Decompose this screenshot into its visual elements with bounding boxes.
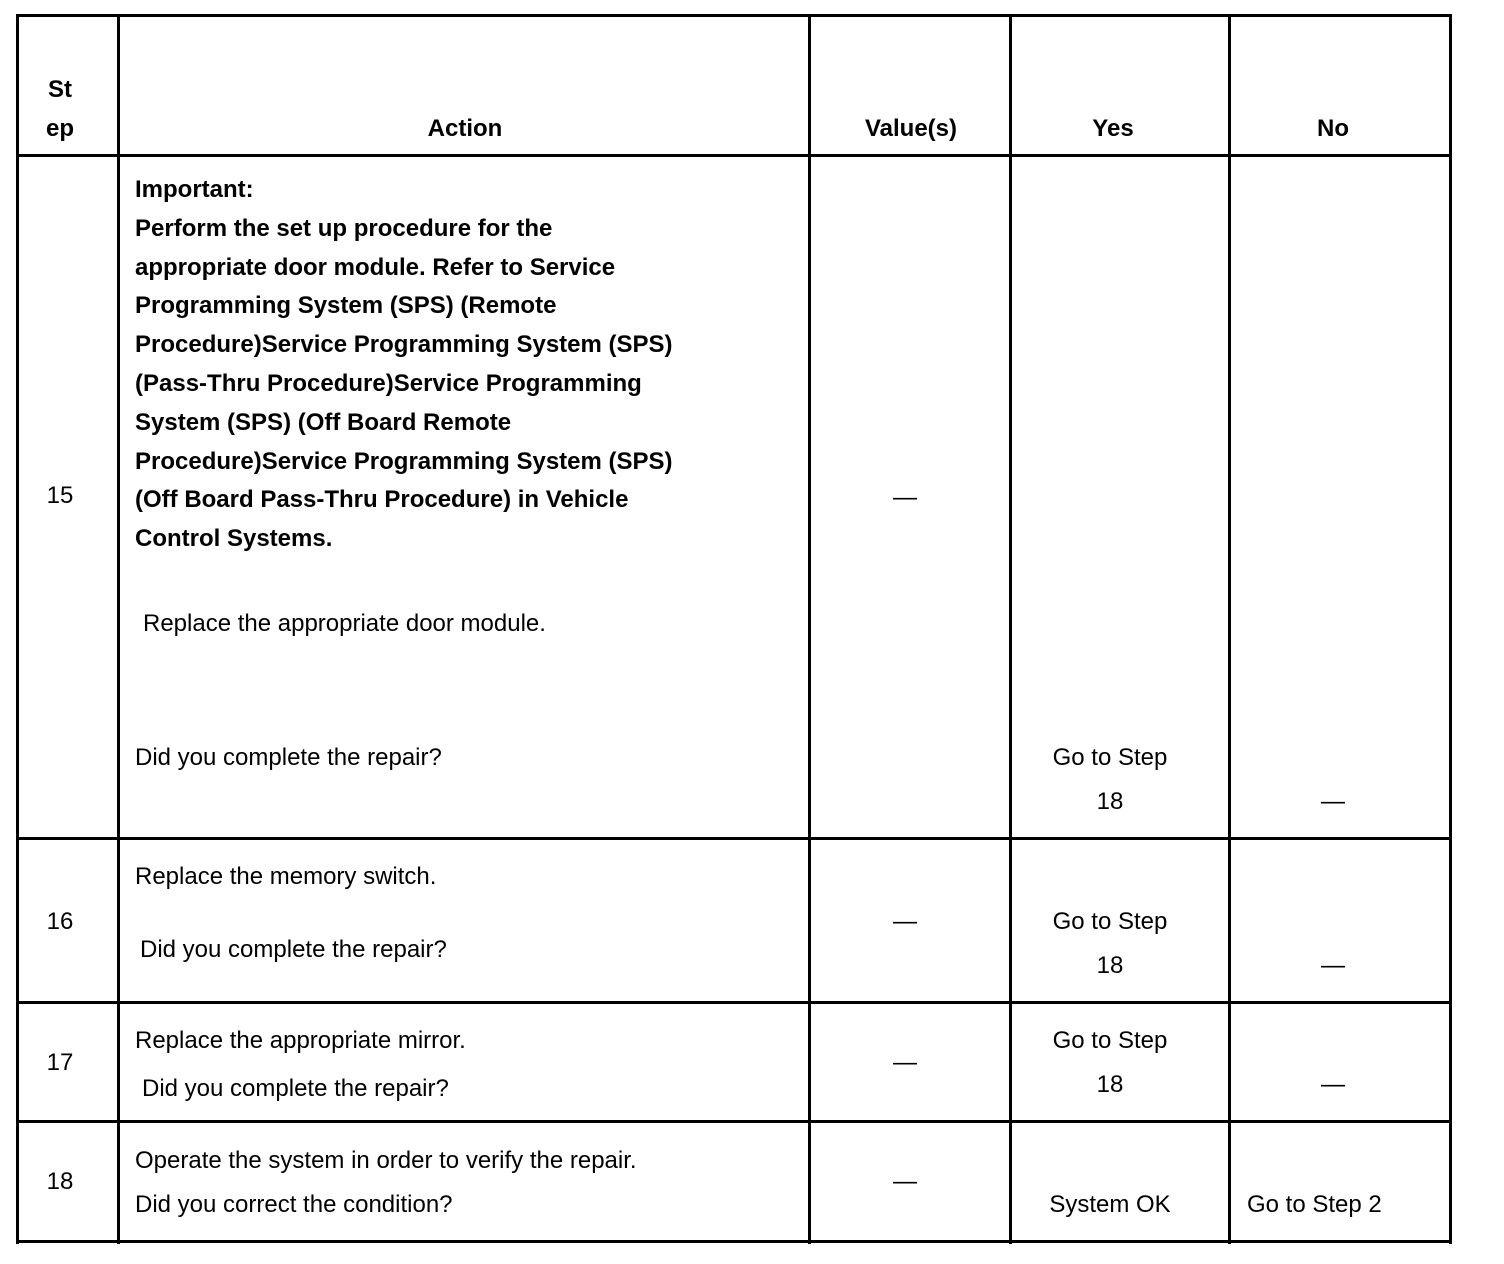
important-line: Procedure)Service Programming System (SPS) <box>135 447 673 475</box>
yes-15-line2: 18 <box>1096 788 1124 815</box>
no-17: — <box>1321 1071 1345 1098</box>
question-15: Did you complete the repair? <box>135 744 442 771</box>
no-16: — <box>1321 952 1345 979</box>
question-16: Did you complete the repair? <box>140 936 447 963</box>
important-line: Procedure)Service Programming System (SPS) <box>135 331 673 359</box>
step-number-16: 16 <box>46 908 74 935</box>
no-15: — <box>1321 788 1345 815</box>
important-line: System (SPS) (Off Board Remote <box>135 408 512 436</box>
table-border-top <box>16 14 1452 17</box>
header-step-line1: St <box>48 76 72 103</box>
no-18: Go to Step 2 <box>1247 1191 1382 1218</box>
row-divider-16-17 <box>16 1001 1452 1004</box>
important-line: Perform the set up procedure for the <box>135 214 553 242</box>
table-border-right <box>1449 14 1452 1244</box>
important-line: Programming System (SPS) (Remote <box>135 292 557 320</box>
yes-17-line1: Go to Step <box>1052 1027 1168 1054</box>
question-18: Did you correct the condition? <box>135 1191 453 1218</box>
important-line: Control Systems. <box>135 525 333 553</box>
yes-18: System OK <box>1049 1191 1171 1218</box>
header-divider <box>16 154 1452 157</box>
value-18: — <box>893 1168 917 1195</box>
step-number-15: 15 <box>46 482 74 509</box>
value-16: — <box>893 908 917 935</box>
column-divider-step-action <box>117 14 120 1244</box>
step-number-18: 18 <box>46 1168 74 1195</box>
row-divider-17-18 <box>16 1120 1452 1123</box>
step-number-17: 17 <box>46 1049 74 1076</box>
important-line: (Off Board Pass-Thru Procedure) in Vehicle <box>135 486 629 514</box>
important-label: Important: <box>135 176 254 203</box>
action-text-18: Operate the system in order to verify the repair. <box>135 1147 637 1174</box>
table-border-bottom <box>16 1240 1452 1243</box>
important-line: appropriate door module. Refer to Service <box>135 253 616 281</box>
header-values: Value(s) <box>864 115 958 142</box>
yes-16-line1: Go to Step <box>1052 908 1168 935</box>
yes-15-line1: Go to Step <box>1052 744 1168 771</box>
important-line: (Pass-Thru Procedure)Service Programming <box>135 369 642 397</box>
yes-17-line2: 18 <box>1096 1071 1124 1098</box>
column-divider-yes-no <box>1228 14 1231 1244</box>
action-text-17: Replace the appropriate mirror. <box>135 1027 466 1054</box>
important-note <box>135 171 673 559</box>
action-text-15: Replace the appropriate door module. <box>143 610 546 637</box>
header-no: No <box>1317 115 1349 142</box>
header-action: Action <box>427 115 503 142</box>
row-divider-15-16 <box>16 837 1452 840</box>
value-15: — <box>893 484 917 511</box>
value-17: — <box>893 1049 917 1076</box>
yes-16-line2: 18 <box>1096 952 1124 979</box>
question-17: Did you complete the repair? <box>142 1075 449 1102</box>
action-text-16: Replace the memory switch. <box>135 863 437 890</box>
header-yes: Yes <box>1092 115 1134 142</box>
header-step-line2: ep <box>45 115 74 142</box>
